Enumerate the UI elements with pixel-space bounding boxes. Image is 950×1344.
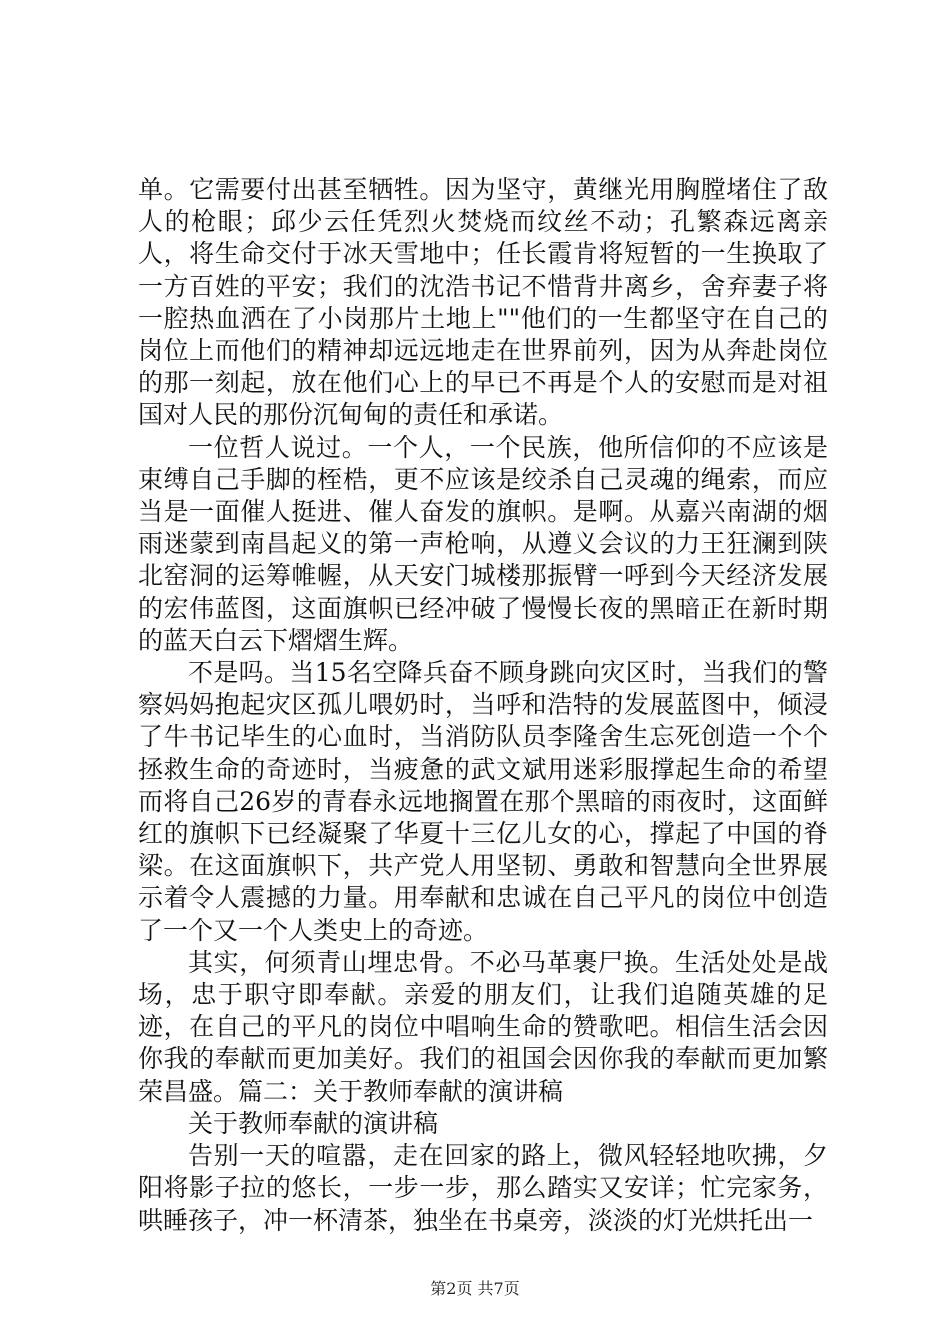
paragraph-3: 不是吗。当15名空降兵奋不顾身跳向灾区时，当我们的警察妈妈抱起灾区孤儿喂奶时，当呼和浩特的发展蓝图中，倾浸了牛书记毕生的心血时，当消防队员李隆舍生忘死创造一个个拯救生命的奇迹时，当疲惫的武文斌用迷彩服撑起生命的希望而将自己26岁的青春永远地搁置在那个黑暗的雨夜时，这面鲜红的旗帜下已经凝聚了华夏十三亿儿女的心，撑起了中国的脊梁。在这面旗帜下，共产党人用坚韧、勇敢和智慧向全世界展示着令人震撼的力量。用奉献和忠诚在自己平凡的岗位中创造了一个又一个人类史上的奇迹。 — [138, 658, 828, 945]
page-footer — [0, 1279, 950, 1299]
document-body — [138, 174, 828, 1237]
section-heading: 关于教师奉献的演讲稿 — [188, 1108, 439, 1138]
paragraph-2: 一位哲人说过。一个人，一个民族，他所信仰的不应该是束缚自己手脚的桎梏，更不应该是绞杀自己灵魂的绳索，而应当是一面催人挺进、催人奋发的旗帜。是啊。从嘉兴南湖的烟雨迷蒙到南昌起义的第一声枪响，从遵义会议的力王狂澜到陕北窑洞的运筹帷幄，从天安门城楼那振臂一呼到今天经济发展的宏伟蓝图，这面旗帜已经冲破了慢慢长夜的黑暗正在新时期的蓝天白云下熠熠生辉。 — [138, 432, 828, 655]
page-number: 第2页 共7页 — [430, 1279, 520, 1298]
paragraph-4: 其实，何须青山埋忠骨。不必马革裹尸换。生活处处是战场，忠于职守即奉献。亲爱的朋友们，让我们追随英雄的足迹，在自己的平凡的岗位中唱响生命的赞歌吧。相信生活会因你我的奉献而更加美好。我们的祖国会因你我的奉献而更加繁荣昌盛。篇二：关于教师奉献的演讲稿 — [138, 947, 828, 1106]
paragraph-1: 单。它需要付出甚至牺牲。因为坚守，黄继光用胸膛堵住了敌人的枪眼；邱少云任凭烈火焚烧而纹丝不动；孔繁森远离亲人，将生命交付于冰天雪地中；任长霞肯将短暂的一生换取了一方百姓的平安；我们的沈浩书记不惜背井离乡，舍弃妻子将一腔热血洒在了小岗那片土地上""他们的一生都坚守在自己的岗位上而他们的精神却远远地走在世界前列，因为从奔赴岗位的那一刻起，放在他们心上的早已不再是个人的安慰而是对祖国对人民的那份沉甸甸的责任和承诺。 — [138, 175, 828, 430]
paragraph-6: 告别一天的喧嚣，走在回家的路上，微风轻轻地吹拂，夕阳将影子拉的悠长，一步一步，那么踏实又安详；忙完家务，哄睡孩子，冲一杯清茶，独坐在书桌旁，淡淡的灯光烘托出一 — [138, 1141, 828, 1235]
